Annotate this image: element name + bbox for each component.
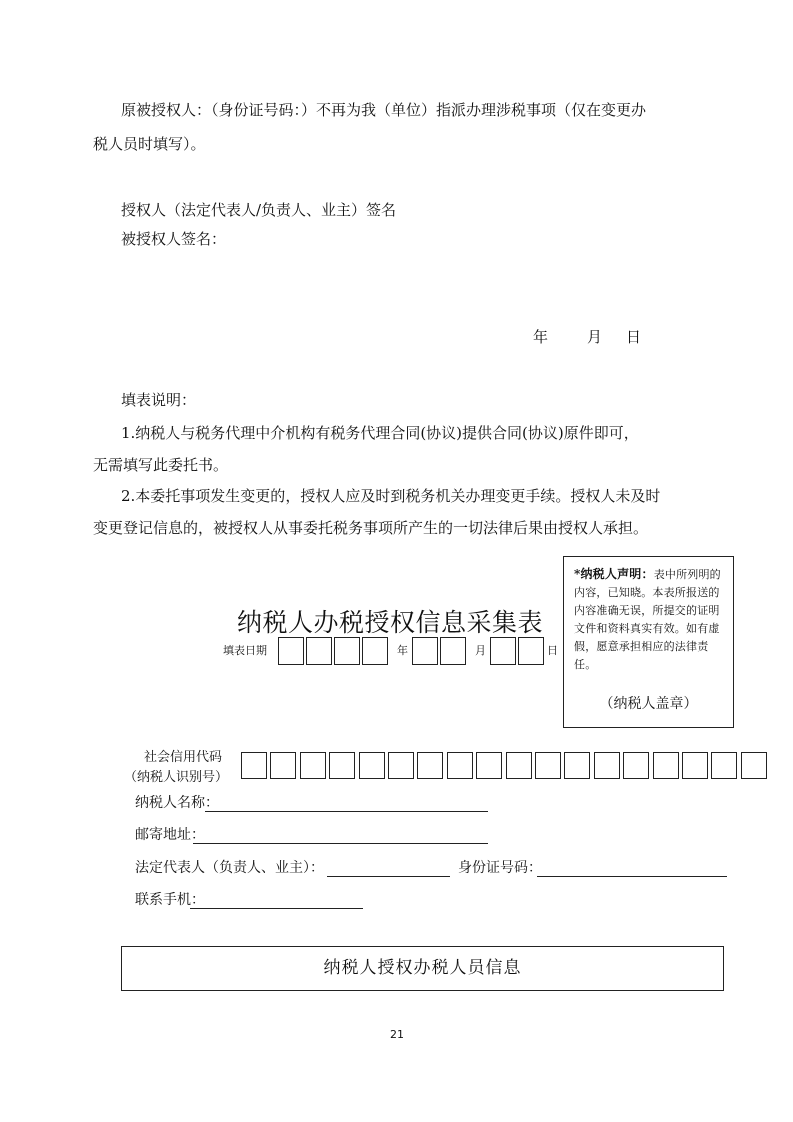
fill-date-month-digit-1[interactable] xyxy=(412,637,438,665)
taxpayer-seal-label: （纳税人盖章） xyxy=(599,696,698,712)
mailing-address-label: 邮寄地址： xyxy=(135,827,205,843)
taxpayer-declaration-box xyxy=(563,556,734,728)
fill-date-month-label: 月 xyxy=(475,644,486,657)
credit-code-cell-3[interactable] xyxy=(300,752,326,779)
credit-code-cell-9[interactable] xyxy=(476,752,502,779)
mobile-phone-label: 联系手机： xyxy=(135,892,205,908)
credit-code-cell-15[interactable] xyxy=(653,752,679,779)
credit-code-cell-14[interactable] xyxy=(623,752,649,779)
declaration-title: *纳税人声明： xyxy=(574,567,654,581)
legal-representative-field[interactable] xyxy=(327,876,450,877)
credit-code-cell-17[interactable] xyxy=(711,752,737,779)
fill-date-day-label: 日 xyxy=(547,644,558,657)
credit-code-cell-13[interactable] xyxy=(594,752,620,779)
fill-date-month-digit-2[interactable] xyxy=(440,637,466,665)
fill-date-year-label: 年 xyxy=(397,644,408,657)
declaration-body: 表中所列明的内容，已知晓。本表所报送的内容准确无误，所提交的证明文件和资料真实有效。如有虚假，愿意承担相应的法律责任。 xyxy=(574,568,721,671)
declaration-text xyxy=(574,565,725,674)
fill-date-year-digit-1[interactable] xyxy=(278,637,304,665)
id-number-field[interactable] xyxy=(537,876,727,877)
instruction-1-line-1: 1.纳税人与税务代理中介机构有税务代理合同(协议)提供合同(协议)原件即可， xyxy=(121,424,639,442)
fill-date-label: 填表日期 xyxy=(223,644,267,657)
credit-code-cell-6[interactable] xyxy=(388,752,414,779)
instruction-2-line-1: 2.本委托事项发生变更的，授权人应及时到税务机关办理变更手续。授权人未及时 xyxy=(121,487,661,505)
credit-code-cell-8[interactable] xyxy=(447,752,473,779)
revocation-line-1: 原被授权人：（身份证号码：）不再为我（单位）指派办理涉税事项（仅在变更办 xyxy=(121,101,647,119)
grantee-signature-label: 被授权人签名： xyxy=(121,230,227,248)
taxpayer-name-label: 纳税人名称： xyxy=(135,795,219,811)
grantor-signature-label: 授权人（法定代表人/负责人、业主）签名 xyxy=(121,201,397,219)
mobile-phone-field[interactable] xyxy=(190,908,363,909)
fill-date-year-digit-4[interactable] xyxy=(362,637,388,665)
signature-year-label: 年 xyxy=(533,328,549,346)
credit-code-cell-4[interactable] xyxy=(329,752,355,779)
fill-date-year-digit-3[interactable] xyxy=(334,637,360,665)
instructions-heading: 填表说明： xyxy=(121,391,197,409)
revocation-line-2: 税人员时填写）。 xyxy=(93,135,206,153)
credit-code-cell-11[interactable] xyxy=(535,752,561,779)
id-number-label: 身份证号码： xyxy=(458,860,542,876)
credit-code-cell-7[interactable] xyxy=(417,752,443,779)
signature-day-label: 日 xyxy=(626,328,642,346)
taxpayer-name-field[interactable] xyxy=(205,811,488,812)
form-title: 纳税人办税授权信息采集表 xyxy=(237,608,544,637)
credit-code-cell-10[interactable] xyxy=(506,752,532,779)
mailing-address-field[interactable] xyxy=(193,843,488,844)
fill-date-day-digit-1[interactable] xyxy=(490,637,516,665)
credit-code-cell-12[interactable] xyxy=(564,752,590,779)
page-number: 21 xyxy=(390,1028,404,1041)
credit-code-cell-2[interactable] xyxy=(270,752,296,779)
credit-code-cell-16[interactable] xyxy=(682,752,708,779)
credit-code-cell-1[interactable] xyxy=(241,752,267,779)
credit-code-cell-18[interactable] xyxy=(741,752,767,779)
fill-date-year-digit-2[interactable] xyxy=(306,637,332,665)
fill-date-day-digit-2[interactable] xyxy=(518,637,544,665)
credit-code-label-line-2: （纳税人识别号） xyxy=(124,770,229,785)
legal-representative-label: 法定代表人（负责人、业主）： xyxy=(135,860,324,876)
credit-code-cell-5[interactable] xyxy=(359,752,385,779)
credit-code-label-line-1: 社会信用代码 xyxy=(144,750,223,765)
signature-month-label: 月 xyxy=(587,328,603,346)
authorized-personnel-section-header: 纳税人授权办税人员信息 xyxy=(121,946,724,991)
instruction-2-line-2: 变更登记信息的，被授权人从事委托税务事项所产生的一切法律后果由授权人承担。 xyxy=(93,519,649,537)
instruction-1-line-2: 无需填写此委托书。 xyxy=(93,456,229,474)
